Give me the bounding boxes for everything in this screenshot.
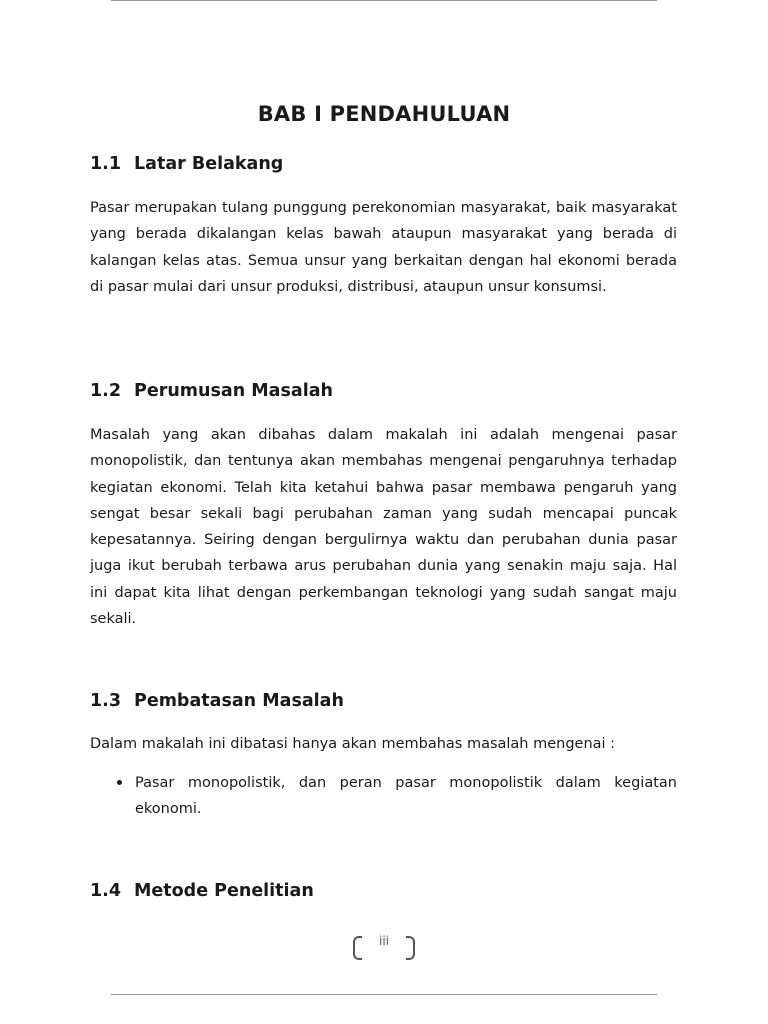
list-item [90,770,677,823]
section-paragraph-pembatasan-masalah: Dalam makalah ini dibatasi hanya akan membahas masalah mengenai : [90,736,616,752]
right-bracket-icon [406,936,415,960]
bullet-list [90,770,677,823]
section-number: 1.4 [90,881,122,901]
section-number: 1.2 [90,381,122,401]
section-paragraph-perumusan-masalah: Masalah yang akan dibahas dalam makalah ini adalah mengenai pasar monopolistik, dan tentunya akan membahas mengenai pengaruhnya terhadap kegiatan ekonomi. Telah kita ketahui bahwa pasar membawa pengaruh yang sengat besar sekali bagi perubahan zaman yang sudah mencapai puncak kepesatannya. Seiring dengan bergulirnya waktu dan perubahan dunia pasar juga ikut berubah terbawa arus perubahan dunia yang senakin maju saja. Hal ini dapat kita lihat dengan perkembangan teknologi yang sudah sangat maju sekali. [90,427,677,628]
bullet-icon [117,780,122,785]
document-title: BAB I PENDAHULUAN [257,102,511,127]
section-heading-perumusan-masalah [90,381,333,401]
list-item-text: Pasar monopolistik, dan peran pasar monopolistik dalam kegiatan ekonomi. [135,775,677,818]
section-title: Perumusan Masalah [134,381,333,401]
section-title: Latar Belakang [134,154,284,174]
section-heading-latar-belakang [90,154,283,174]
section-paragraph-latar-belakang: Pasar merupakan tulang punggung perekonomian masyarakat, baik masyarakat yang berada dikalangan kelas bawah ataupun masyarakat yang berada di kalangan kelas atas. Semua unsur yang berkaitan dengan hal ekonomi berada di pasar mulai dari unsur produksi, distribusi, ataupun unsur konsumsi. [90,200,677,295]
page-number-text: iii [378,934,389,948]
section-title: Metode Penelitian [134,881,314,901]
bottom-rule [111,994,657,995]
section-heading-pembatasan-masalah [90,691,344,711]
section-title: Pembatasan Masalah [134,691,344,711]
section-number: 1.1 [90,154,122,174]
top-rule [111,0,657,1]
section-heading-metode-penelitian [90,881,314,901]
section-number: 1.3 [90,691,122,711]
page-number [353,934,415,964]
